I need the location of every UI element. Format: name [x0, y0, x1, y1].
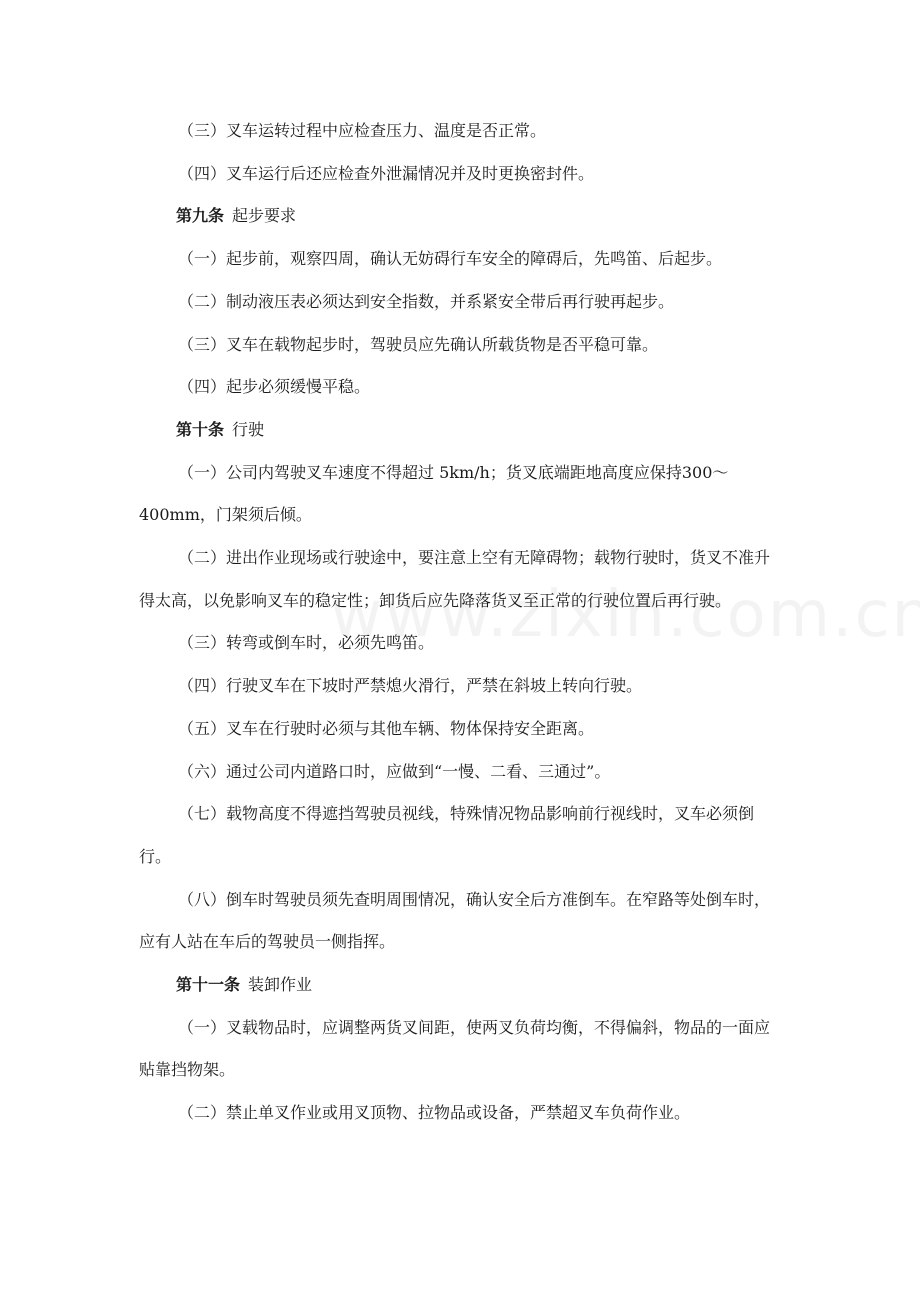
paragraph: （二）制动液压表必须达到安全指数，并系紧安全带后再行驶再起步。	[178, 291, 675, 311]
paragraph: （七）载物高度不得遮挡驾驶员视线，特殊情况物品影响前行视线时，叉车必须倒行。	[139, 804, 755, 866]
paragraph: （二）禁止单叉作业或用叉顶物、拉物品或设备，严禁超叉车负荷作业。	[178, 1103, 691, 1123]
paragraph: （四）起步必须缓慢平稳。	[178, 377, 371, 397]
paragraph: （三）叉车运转过程中应检查压力、温度是否正常。	[178, 121, 547, 140]
paragraph: （一）叉载物品时，应调整两货叉间距，使两叉负荷均衡，不得偏斜，物品的一面应贴靠挡物架。	[139, 1017, 771, 1080]
paragraph: （四）叉车运行后还应检查外泄漏情况并及时更换密封件。	[178, 163, 595, 183]
article-number: 第九条	[176, 206, 225, 226]
paragraph: （三）转弯或倒车时，必须先鸣笛。	[178, 633, 435, 653]
paragraph: （五）叉车在行驶时必须与其他车辆、物体保持安全距离。	[178, 718, 595, 738]
paragraph: （二）进出作业现场或行驶途中，要注意上空有无障碍物；载物行驶时，货叉不准升得太高，以免影响叉车的稳定性；卸货后应先降落货叉至正常的行驶位置后再行驶。	[139, 548, 771, 610]
article-number: 第十一条	[176, 975, 241, 995]
article-heading-11	[139, 964, 779, 1007]
paragraph: （一）起步前，观察四周，确认无妨碍行车安全的障碍后，先鸣笛、后起步。	[178, 249, 723, 269]
document-body	[139, 110, 779, 1135]
article-title: 起步要求	[232, 206, 297, 226]
paragraph: （一）公司内驾驶叉车速度不得超过 5km/h；货叉底端距地高度应保持300～400mm，门架须后倾。	[139, 462, 729, 525]
article-title: 装卸作业	[248, 975, 313, 995]
article-heading-10	[139, 409, 779, 452]
article-title: 行驶	[232, 419, 265, 439]
paragraph: （三）叉车在载物起步时，驾驶员应先确认所载货物是否平稳可靠。	[178, 334, 659, 354]
article-number: 第十条	[176, 419, 225, 439]
paragraph: （四）行驶叉车在下坡时严禁熄火滑行，严禁在斜坡上转向行驶。	[178, 676, 643, 696]
paragraph: （六）通过公司内道路口时，应做到“一慢、二看、三通过”。	[178, 761, 611, 781]
article-heading-9	[139, 195, 779, 238]
paragraph: （八）倒车时驾驶员须先查明周围情况，确认安全后方准倒车。在窄路等处倒车时，应有人站在车后的驾驶员一侧指挥。	[139, 889, 771, 952]
